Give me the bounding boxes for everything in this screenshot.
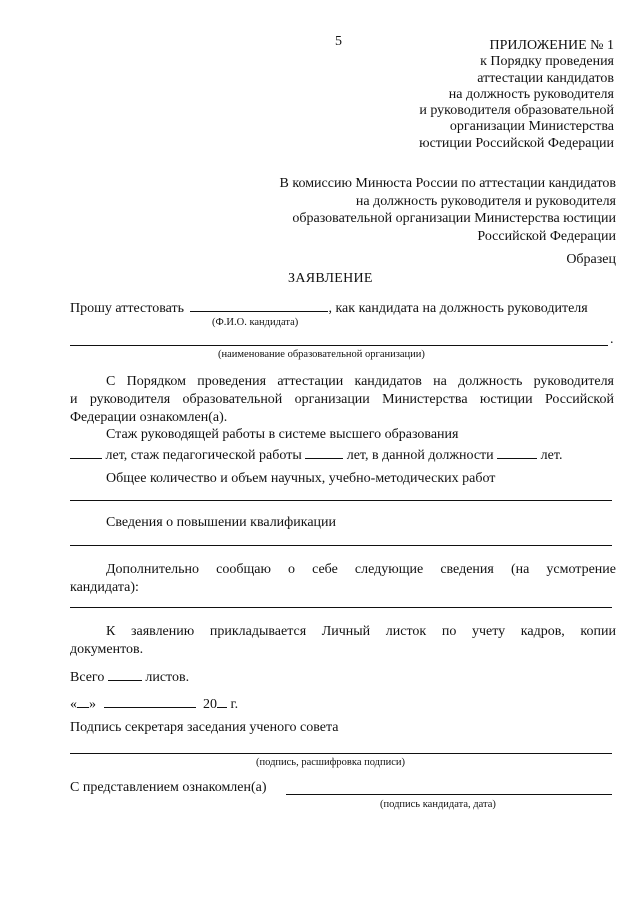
additional-field[interactable] bbox=[70, 607, 612, 608]
addressee-line: В комиссию Минюста России по аттестации кандидатов bbox=[279, 176, 616, 191]
date-year-prefix: 20 bbox=[203, 697, 217, 712]
request-prefix: Прошу аттестовать bbox=[70, 301, 184, 316]
sheets-line bbox=[70, 667, 189, 686]
sheets-suffix: листов. bbox=[145, 670, 190, 685]
date-day-field[interactable] bbox=[77, 694, 89, 708]
appendix-line: юстиции Российской Федерации bbox=[419, 135, 614, 151]
secretary-signature-field[interactable] bbox=[70, 753, 612, 754]
appendix-header bbox=[314, 38, 614, 152]
page-number: 5 bbox=[335, 34, 342, 49]
candidate-name-field[interactable] bbox=[190, 298, 328, 312]
appendix-line: к Порядку проведения bbox=[480, 54, 614, 70]
qualification-label: Сведения о повышении квалификации bbox=[106, 515, 337, 530]
experience-line-2 bbox=[70, 445, 562, 464]
appendix-line: на должность руководителя bbox=[448, 86, 614, 102]
experience-years-2: лет, в данной должности bbox=[346, 448, 494, 463]
addressee-block bbox=[216, 175, 616, 245]
attachments-line-2: документов. bbox=[70, 642, 144, 657]
publications-field[interactable] bbox=[70, 500, 612, 501]
additional-line-1: Дополнительно сообщаю о себе следующие сведения (на усмотрение bbox=[106, 562, 616, 577]
date-line bbox=[70, 694, 238, 713]
experience-years-1: лет, стаж педагогической работы bbox=[105, 448, 302, 463]
qualification-field[interactable] bbox=[70, 545, 612, 546]
secretary-label: Подпись секретаря заседания ученого совета bbox=[70, 720, 339, 735]
appendix-title: ПРИЛОЖЕНИЕ № 1 bbox=[489, 38, 614, 53]
organization-name-field[interactable] bbox=[70, 345, 608, 346]
experience-line-1: Стаж руководящей работы в системе высшего образования bbox=[106, 427, 459, 442]
form-title: ЗАЯВЛЕНИЕ bbox=[288, 271, 373, 286]
date-month-field[interactable] bbox=[104, 694, 196, 708]
acknowledgement-line-1: С Порядком проведения аттестации кандидатов на должность руководителя bbox=[106, 374, 614, 389]
experience-years-3: лет. bbox=[540, 448, 563, 463]
sheets-count-field[interactable] bbox=[108, 667, 142, 681]
date-close-quote: » bbox=[89, 697, 96, 712]
date-year-field[interactable] bbox=[217, 694, 227, 708]
acknowledgement-line-3: Федерации ознакомлен(а). bbox=[70, 410, 228, 425]
request-end-dot: . bbox=[610, 332, 614, 347]
management-years-field[interactable] bbox=[70, 445, 102, 459]
appendix-line: и руководителя образовательной bbox=[419, 103, 614, 119]
request-line bbox=[70, 298, 588, 317]
appendix-line: аттестации кандидатов bbox=[477, 70, 614, 86]
date-open-quote: « bbox=[70, 697, 77, 712]
date-year-suffix: г. bbox=[230, 697, 239, 712]
teaching-years-field[interactable] bbox=[305, 445, 343, 459]
acknowledgement-line-2: и руководителя образовательной организации Министерства юстиции Российской bbox=[70, 392, 614, 407]
secretary-caption: (подпись, расшифровка подписи) bbox=[256, 757, 406, 768]
sheets-prefix: Всего bbox=[70, 670, 105, 685]
position-years-field[interactable] bbox=[497, 445, 537, 459]
addressee-line: образовательной организации Министерства юстиции bbox=[292, 211, 616, 226]
candidate-caption: (подпись кандидата, дата) bbox=[380, 799, 496, 810]
addressee-line: на должность руководителя и руководителя bbox=[355, 193, 616, 209]
attachments-line-1: К заявлению прикладывается Личный листок по учету кадров, копии bbox=[106, 624, 616, 639]
familiarized-label: С представлением ознакомлен(а) bbox=[70, 780, 267, 795]
additional-line-2: кандидата): bbox=[70, 580, 139, 595]
sample-label: Образец bbox=[566, 252, 616, 267]
organization-caption: (наименование образовательной организации) bbox=[218, 349, 425, 360]
candidate-signature-field[interactable] bbox=[286, 794, 612, 795]
request-suffix: , как кандидата на должность руководителя bbox=[328, 301, 588, 316]
appendix-line: организации Министерства bbox=[449, 119, 614, 135]
addressee-line: Российской Федерации bbox=[477, 228, 616, 244]
name-caption: (Ф.И.О. кандидата) bbox=[212, 317, 299, 328]
publications-label: Общее количество и объем научных, учебно-методических работ bbox=[106, 471, 496, 486]
